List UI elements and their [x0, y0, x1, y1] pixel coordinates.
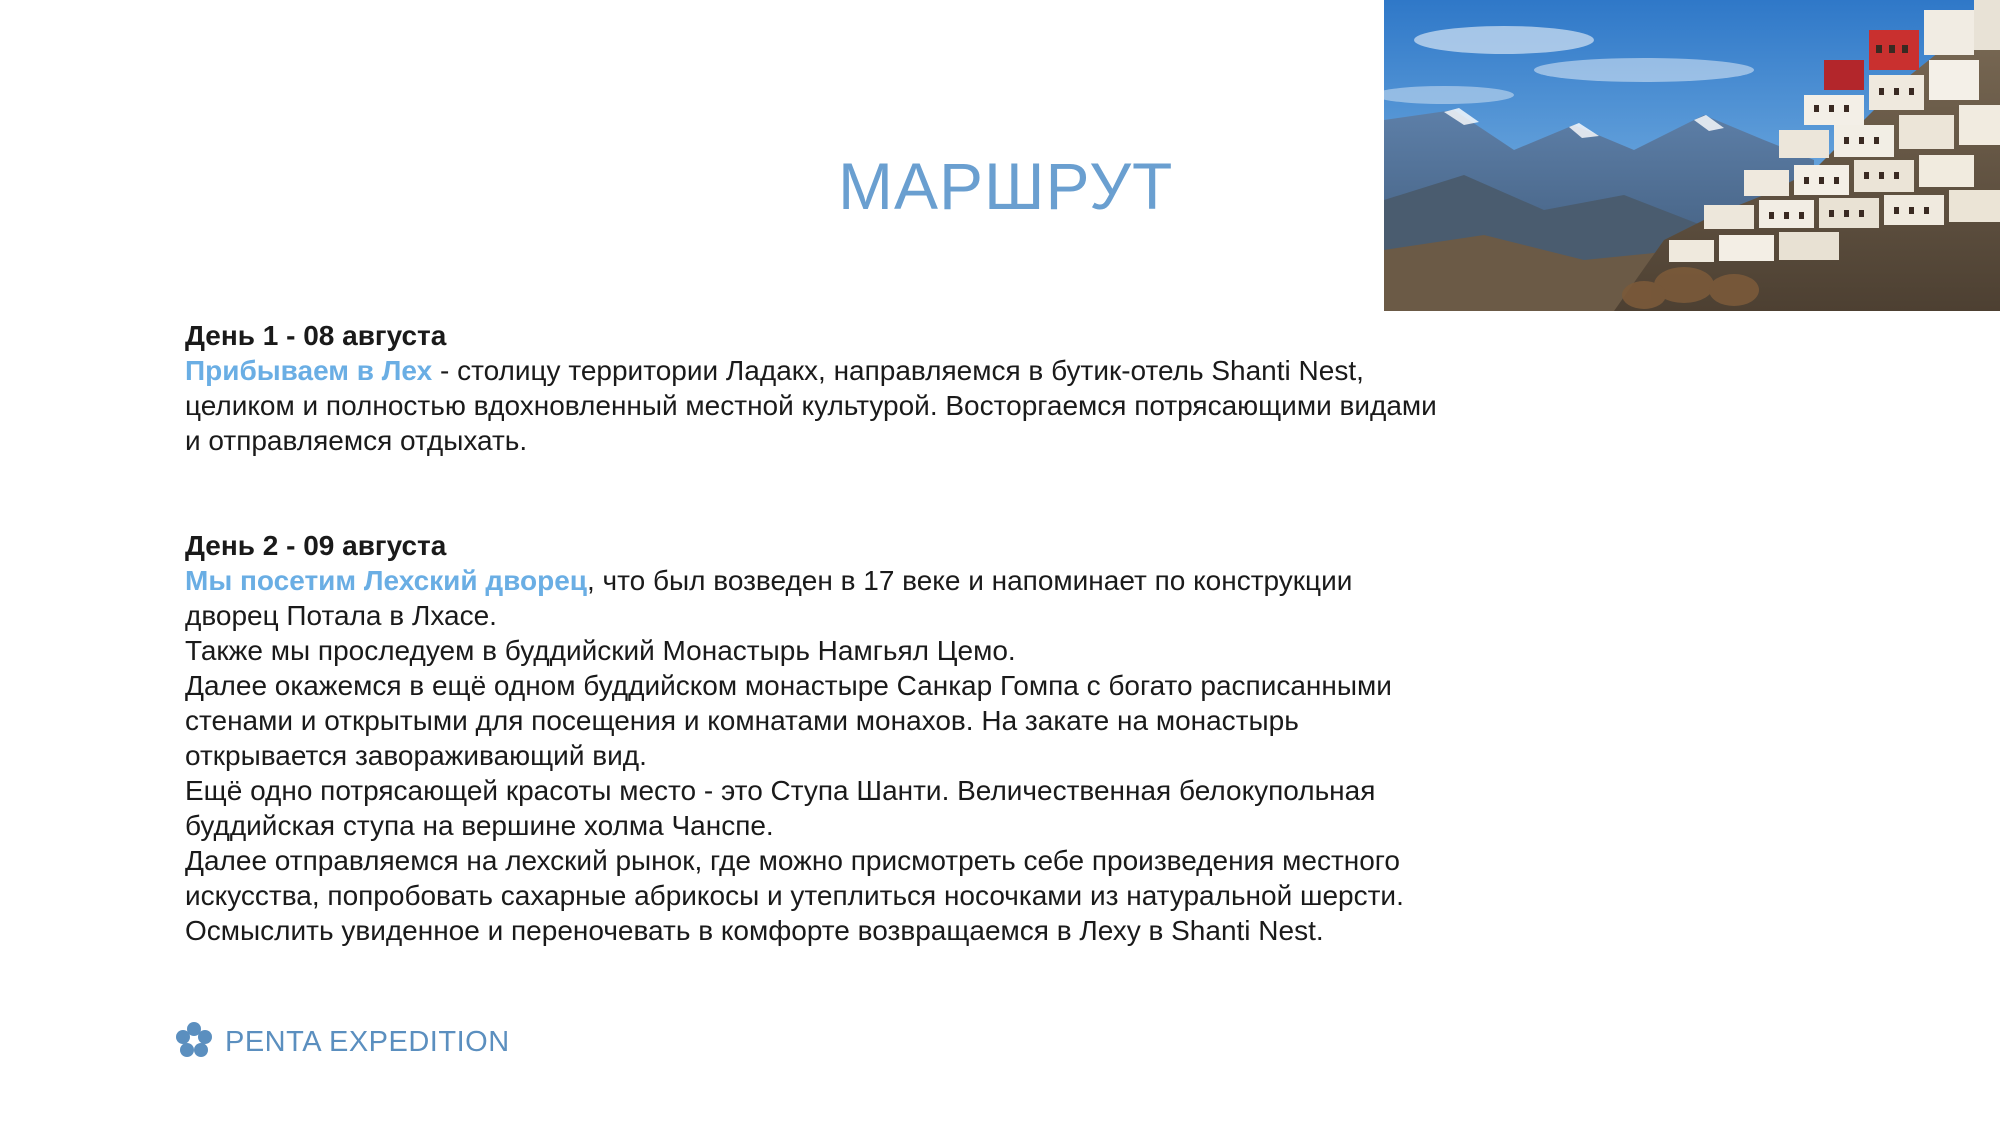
day-1-description [185, 353, 1445, 458]
page-title: МАРШРУТ [838, 149, 1174, 223]
day-2-paragraph: Далее отправляемся на лехский рынок, где можно присмотреть себе произведения местного искусства, попробовать сахарные абрикосы и утеплиться носочками из натуральной шерсти. [185, 845, 1404, 911]
itinerary-content [185, 318, 1445, 1018]
day-1-text: - столицу территории Ладакх, направляемся в бутик-отель Shanti Nest, целиком и полностью вдохновленный местной культурой. Восторгаемся потрясающими видами и отправляемся отдыхать. [185, 355, 1437, 456]
day-2-paragraph: Ещё одно потрясающей красоты место - это Ступа Шанти. Величественная белокупольная буддийская ступа на вершине холма Чанспе. [185, 775, 1376, 841]
day-1-highlight: Прибываем в Лех [185, 355, 433, 386]
day-2-heading: День 2 - 09 августа [185, 530, 447, 561]
day-1-block [185, 318, 1445, 458]
day-2-paragraph: Также мы проследуем в буддийский Монастырь Намгьял Цемо. [185, 635, 1016, 666]
day-2-paragraph: Далее окажемся в ещё одном буддийском монастыре Санкар Гомпа с богато расписанными стенами и открытыми для посещения и комнатами монахов. На закате на монастырь открывается завораживающий вид. [185, 670, 1392, 771]
monastery-photo [1384, 0, 2000, 311]
day-2-description [185, 563, 1445, 633]
day-2-paragraph: Осмыслить увиденное и переночевать в комфорте возвращаемся в Леху в Shanti Nest. [185, 915, 1324, 946]
day-2-highlight: Мы посетим Лехский дворец [185, 565, 587, 596]
brand-name: PENTA EXPEDITION [225, 1025, 510, 1058]
day-2-text: , что был возведен в 17 веке и напоминает по конструкции дворец Потала в Лхасе. [185, 565, 1353, 631]
day-2-block [185, 528, 1445, 948]
flower-icon [175, 1021, 213, 1064]
brand-logo [175, 1022, 510, 1062]
day-1-heading: День 1 - 08 августа [185, 320, 447, 351]
